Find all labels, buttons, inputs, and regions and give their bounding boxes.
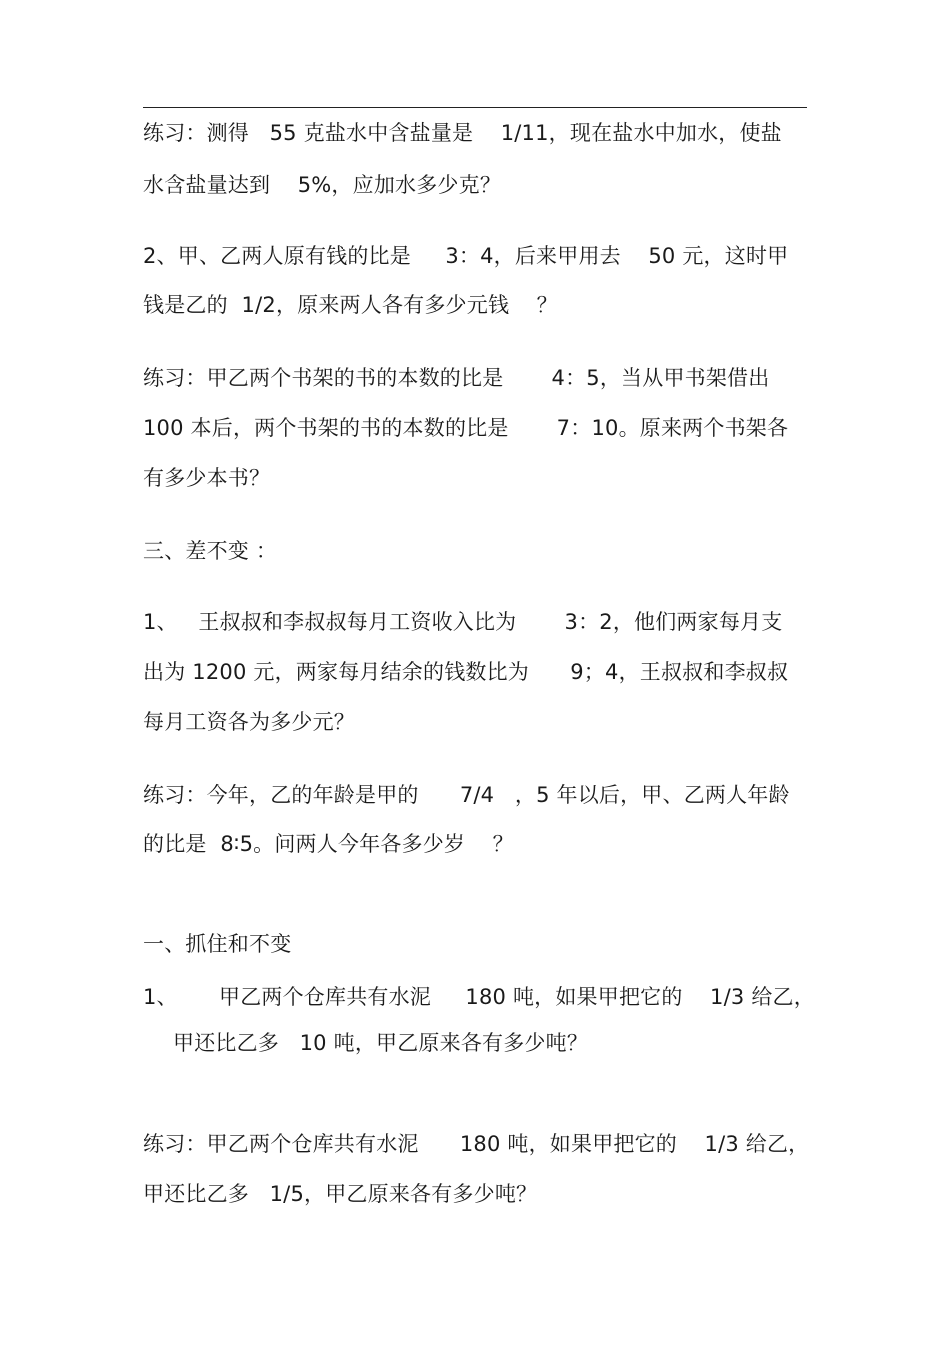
text-line: 2、甲、乙两人原有钱的比是 3：4，后来甲用去 50 元，这时甲 [143,244,789,268]
text-line: 100 本后，两个书架的书的本数的比是 7：10。原来两个书架各 [143,416,789,440]
text-line: 1、 王叔叔和李叔叔每月工资收入比为 3：2，他们两家每月支 [143,610,783,634]
section-heading: 一、抓住和不变 [143,932,292,956]
text-line: 1、 甲乙两个仓库共有水泥 180 吨，如果甲把它的 1/3 给乙， [143,985,815,1009]
text-line: 有多少本书？ [143,466,271,490]
header-rule [143,107,807,108]
text-line: 练习：甲乙两个书架的书的本数的比是 4：5，当从甲书架借出 [143,366,770,390]
text-line: 练习：测得 55 克盐水中含盐量是 1/11，现在盐水中加水，使盐 [143,121,782,145]
text-line: 练习：今年，乙的年龄是甲的 7/4 ，5 年以后，甲、乙两人年龄 [143,783,790,807]
section-heading: 三、差不变 ： [143,539,278,563]
text-line: 出为 1200 元，两家每月结余的钱数比为 9；4，王叔叔和李叔叔 [143,660,789,684]
text-line: 水含盐量达到 5%，应加水多少克？ [143,173,502,197]
text-line: 的比是 8∶5。问两人今年各多少岁 ？ [143,832,514,856]
text-line: 甲还比乙多 1/5，甲乙原来各有多少吨？ [143,1182,538,1206]
text-line: 每月工资各为多少元？ [143,710,355,734]
text-line: 练习：甲乙两个仓库共有水泥 180 吨，如果甲把它的 1/3 给乙， [143,1132,810,1156]
text-line: 钱是乙的 1/2，原来两人各有多少元钱 ？ [143,293,558,317]
text-line: 甲还比乙多 10 吨，甲乙原来各有多少吨？ [173,1031,589,1055]
